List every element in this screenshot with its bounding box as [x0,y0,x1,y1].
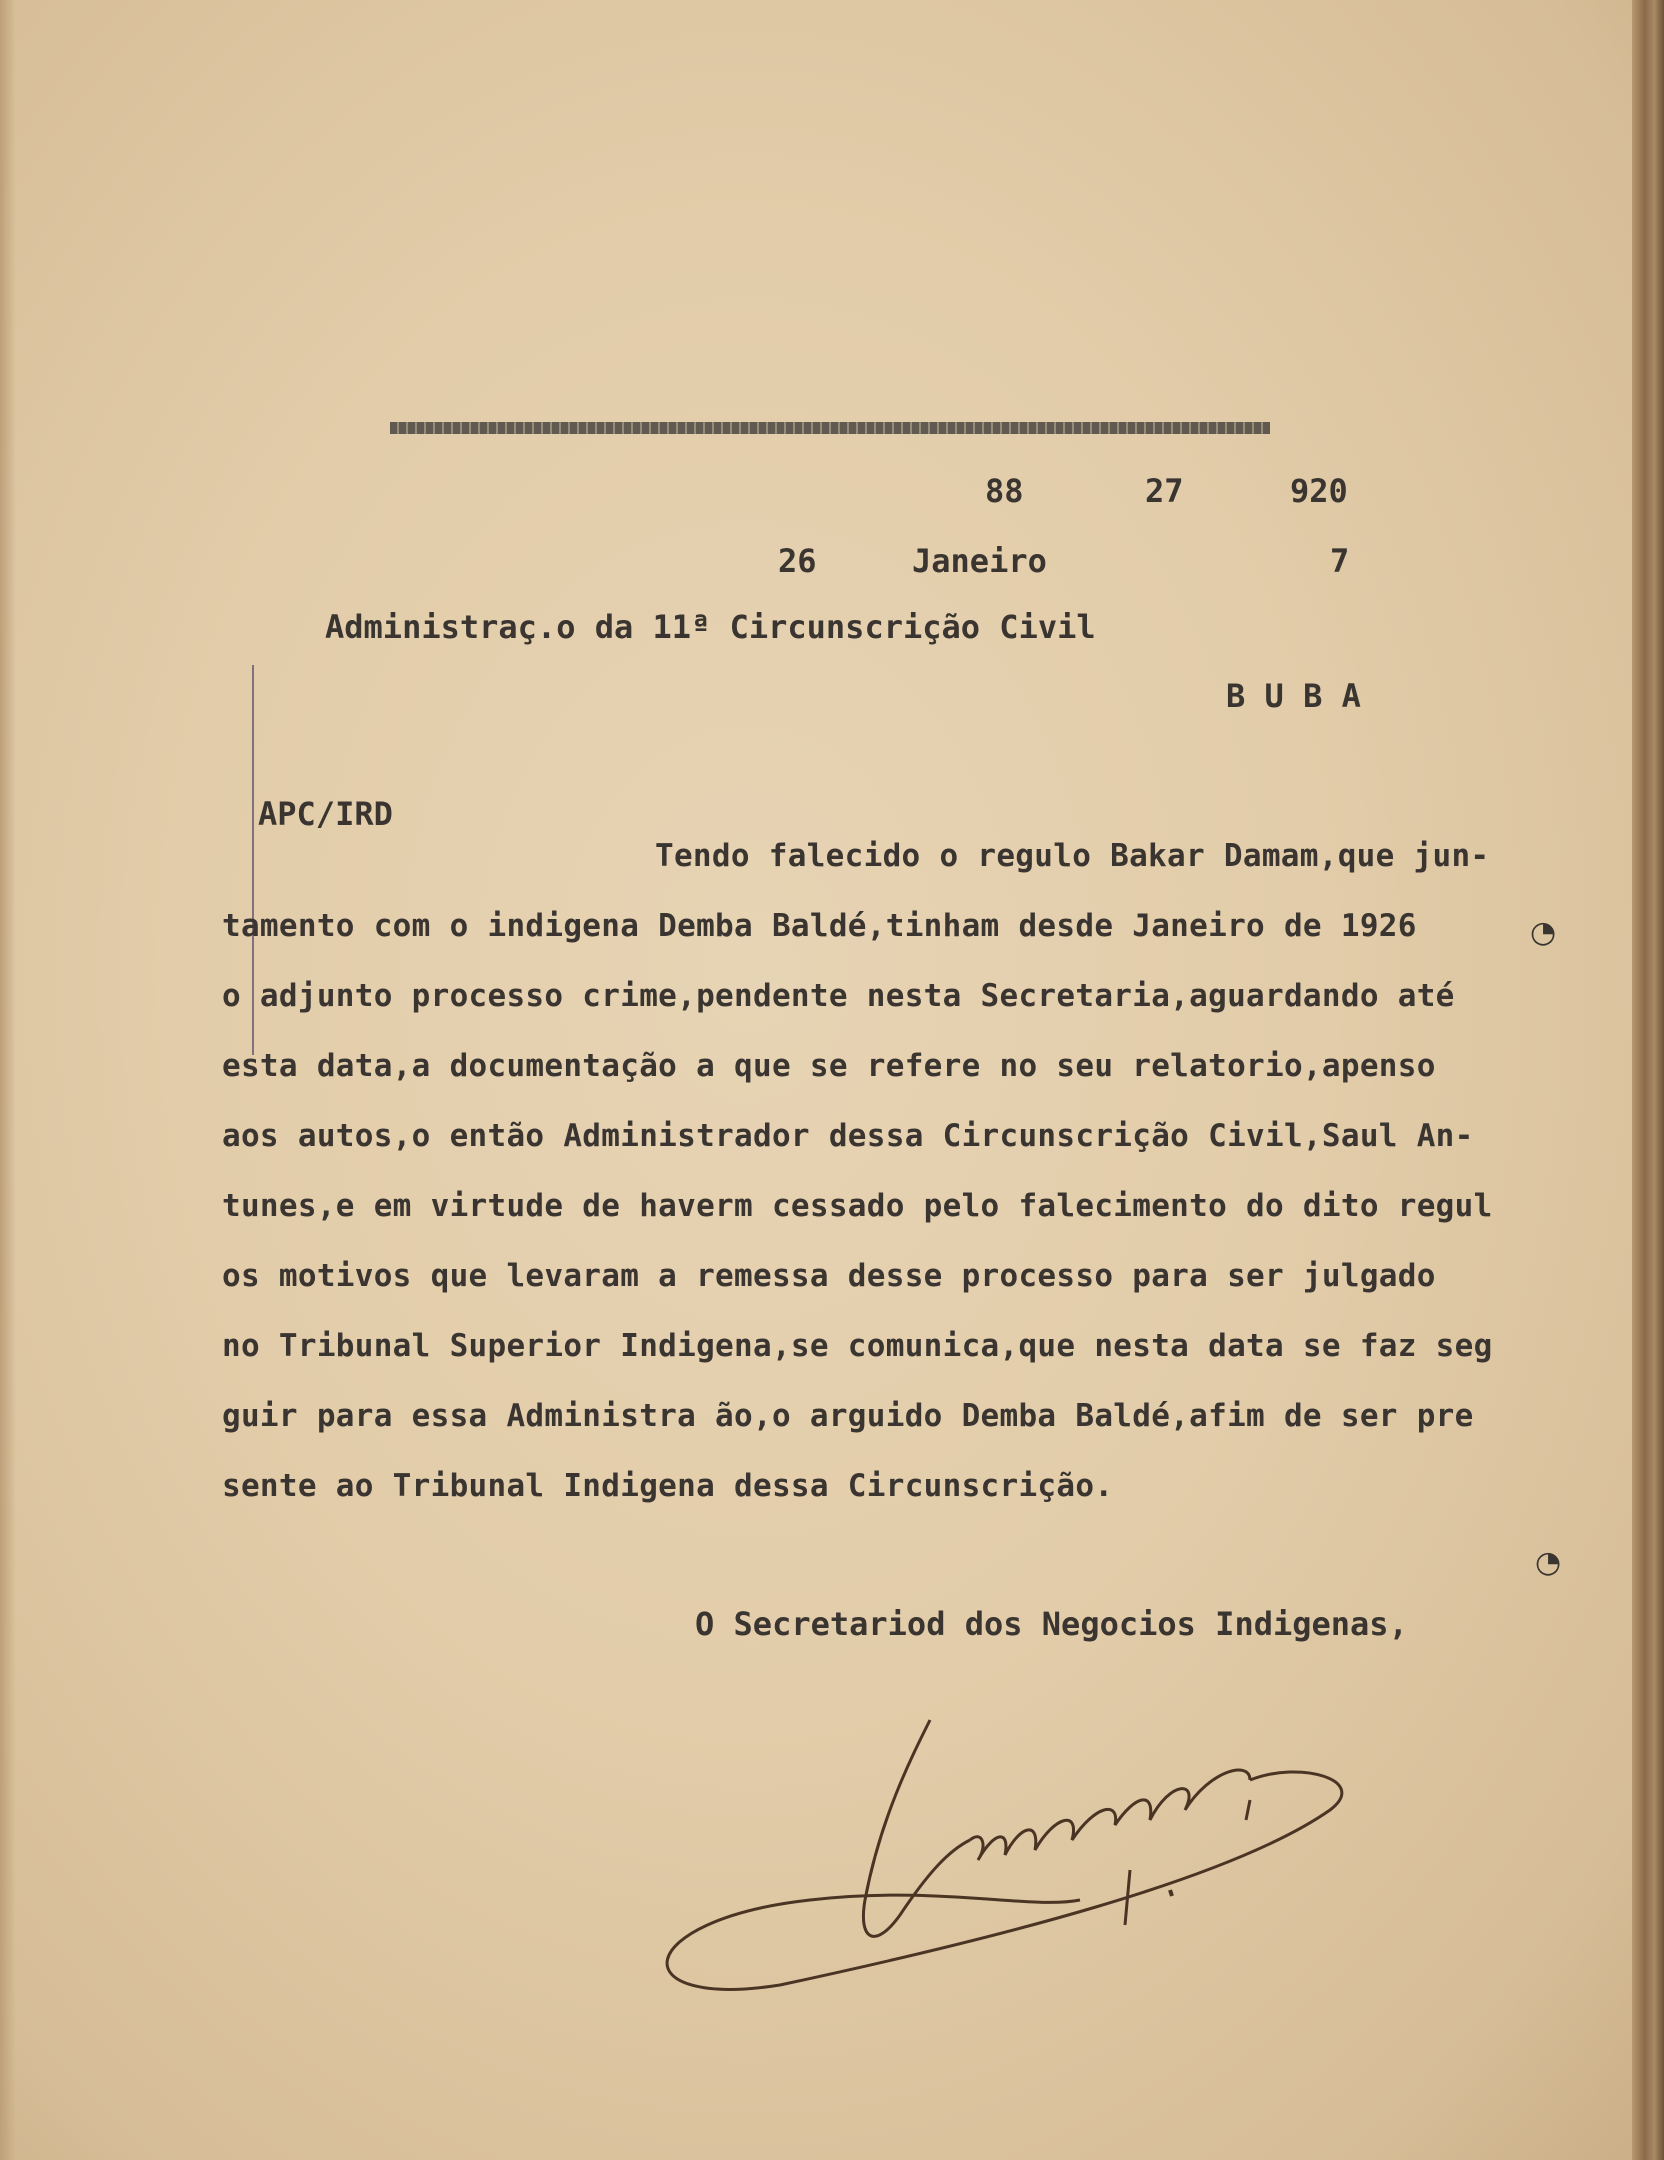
body-line: guir para essa Administra ão,o arguido Demba Baldé,afim de ser pre [222,1398,1474,1434]
body-line: os motivos que levaram a remessa desse processo para ser julgado [222,1258,1436,1294]
book-binding-edge [1632,0,1664,2160]
paper-hole-mark: ◔ [1535,1545,1562,1580]
body-line: sente ao Tribunal Indigena dessa Circunscrição. [222,1468,1114,1504]
header-rule [390,422,1270,434]
ref-number-2: 27 [1145,472,1184,510]
signature [610,1700,1410,2020]
body-line: o adjunto processo crime,pendente nesta Secretaria,aguardando até [222,978,1455,1014]
closing-line: O Secretariod dos Negocios Indigenas, [695,1605,1408,1643]
reference-code: APC/IRD [258,795,393,833]
page-left-edge [0,0,16,2160]
date-month: Janeiro [912,542,1047,580]
ref-number-3: 920 [1290,472,1348,510]
body-line: tamento com o indigena Demba Baldé,tinham desde Janeiro de 1926 [222,908,1417,944]
body-line: esta data,a documentação a que se refere no seu relatorio,apenso [222,1048,1436,1084]
ref-number-1: 88 [985,472,1024,510]
body-line: tunes,e em virtude de haverm cessado pelo falecimento do dito regul [222,1188,1493,1224]
date-number: 7 [1330,542,1350,580]
place-name: B U B A [1226,677,1361,715]
addressee: Administraç.o da 11ª Circunscrição Civil [325,608,1096,646]
body-line: Tendo falecido o regulo Bakar Damam,que jun- [655,838,1490,874]
body-line: no Tribunal Superior Indigena,se comunica,que nesta data se faz seg [222,1328,1493,1364]
body-line: aos autos,o então Administrador dessa Circunscrição Civil,Saul An- [222,1118,1474,1154]
date-day: 26 [778,542,817,580]
paper-hole-mark: ◔ [1530,915,1557,950]
